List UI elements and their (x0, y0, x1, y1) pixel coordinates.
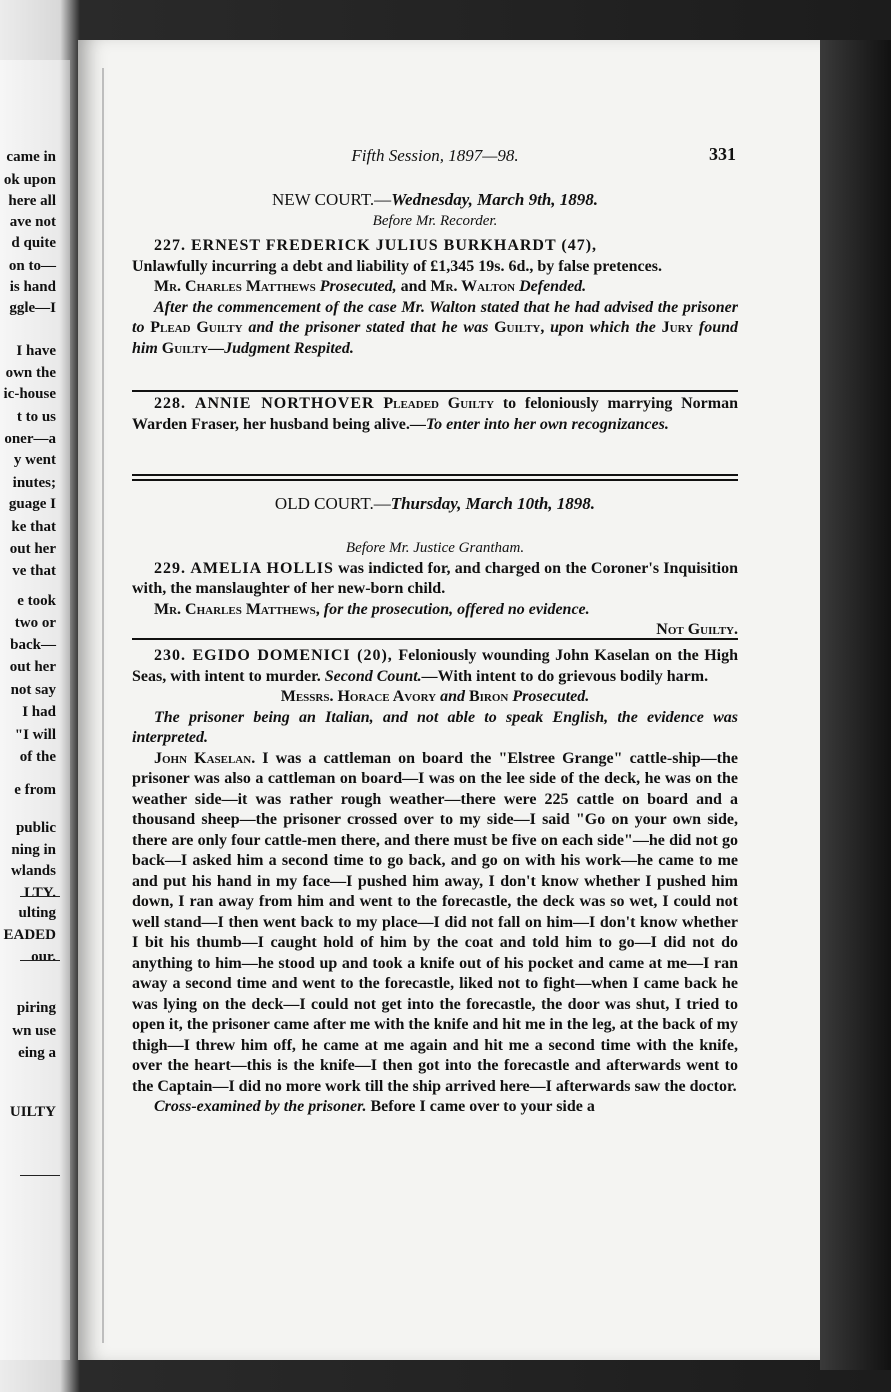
left-page-fragment: EADED (3, 927, 56, 943)
case-charge: Unlawfully incurring a debt and liability of £1,345 19s. 6d., by false pretences. (132, 257, 662, 275)
running-head: Fifth Session, 1897—98. (351, 146, 519, 165)
left-page-fragment: piring (16, 1000, 56, 1016)
outcome-text: —Judgment Respited. (208, 339, 354, 357)
left-page-fragment: guage I (8, 496, 56, 512)
left-page-fragment: oner—a (4, 431, 56, 447)
left-page-fragment: ok upon (3, 172, 56, 188)
outcome-verdict: Guilty (161, 339, 209, 357)
left-page-fragment: our. (31, 949, 56, 965)
counsel-line (132, 277, 738, 298)
page-edge-shadow (820, 40, 891, 1370)
case-228 (132, 394, 738, 435)
left-page-fragment: of the (19, 749, 56, 765)
left-page-fragment: is hand (9, 279, 56, 295)
left-page-fragment: ic-house (3, 386, 56, 402)
left-page-fragment: on to— (8, 258, 56, 274)
counsel-join: and (400, 278, 427, 295)
left-page-fragment: ave not (9, 214, 56, 230)
before-line: Before Mr. Recorder. (372, 212, 498, 229)
testimony-text: I was a cattleman on board the "Elstree Grange" cattle-ship—the prisoner was also a cattleman on board—I was on the lee side of the deck, he was on the weather side—it was rather rough weather—there were 225 cattle on board and a thousand sheep—the prisoner crossed over to my side—I said "Go on your own side, there are only four cattle-men there, and there must be five on each side"—he did not go back—I asked him a second time to go back, and go on with his work—he came to me and put his hand in my face—I pushed him away, I don't know whether I pushed him down, I ran away from him and went to the forecastle, the deck was so wet, I could not well stand—I then went back to my place—I did not fall on him—I don't know whether I bit his thumb—I caught hold of him by the coat and told him to go—I did not do anything to him—he stood up and took a knife out of his pocket and came at me—I ran away a second time and went to the forecastle, liked not to fight—when I came back he was lying on the deck—I could not get into the forecastle, the door was shut, I tried to open it, the prisoner came after me with the knife and hit me in the leg, at the back of my thigh—I threw him off, he came at me again and hit me a second time with the knife, over the heart—this is the knife—I then got into the forecastle and afterwards went to the Captain—I did no more work till the ship arrived here—I afterwards saw the doctor. (132, 749, 739, 1095)
left-page-fragment: t to us (16, 409, 56, 425)
left-page-fragment: own the (5, 365, 56, 381)
witness-name: John Kaselan. (154, 749, 256, 767)
case-charge: Feloniously wounding John Kaselan on the High Seas, with intent to murder. (132, 647, 739, 685)
section-rule (132, 638, 738, 640)
counsel-name: Biron (468, 688, 509, 705)
counsel-line (132, 600, 738, 621)
left-page-fragment: ggle—I (9, 300, 56, 316)
left-page-fragment: out her (9, 541, 56, 557)
left-page-fragment: LTY. (24, 885, 56, 901)
counsel-note: for the prosecution, offered no evidence. (323, 600, 590, 618)
case-sentence: To enter into her own recognizances. (425, 415, 669, 433)
cross-text: Before I came over to your side a (370, 1098, 595, 1115)
case-title: 228. ANNIE NORTHOVER (154, 395, 375, 412)
left-page-fragment: d quite (11, 235, 56, 251)
left-page-fragment: wn use (12, 1023, 56, 1039)
left-page-fragment: "I will (14, 727, 56, 743)
outcome-text: and the prisoner stated that he was (248, 319, 489, 336)
counsel-name: Mr. Charles Matthews (154, 278, 316, 295)
counsel-name: Mr. Charles Matthews, (154, 600, 320, 618)
before-line: Before Mr. Justice Grantham. (345, 540, 525, 556)
case-229 (132, 538, 738, 641)
case-text (132, 394, 738, 435)
left-page-fragment: ke that (11, 519, 56, 535)
outcome-text: found him (132, 319, 739, 357)
left-page-fragment: not say (10, 682, 56, 698)
left-page-fragment: UILTY (9, 1104, 56, 1120)
left-page-fragment: two or (14, 615, 56, 631)
testimony (132, 749, 738, 1098)
left-page-rule (20, 960, 60, 961)
outcome-jury: Jury (661, 319, 694, 336)
case-plea: Pleaded Guilty (383, 395, 495, 412)
case-body: to feloniously marrying Norman Warden Fraser, her husband being alive.— (132, 395, 739, 433)
court-date: Wednesday, March 9th, 1898. (391, 190, 599, 209)
section-rule (132, 390, 738, 392)
case-outcome (132, 298, 738, 360)
left-page-fragment: wlands (10, 863, 56, 879)
left-page-fragment: public (15, 820, 56, 836)
second-count: Second Count.— (324, 667, 438, 685)
outcome-text: After the commencement of the case Mr. Walton stated that he had advised the prisoner to (132, 298, 738, 336)
court-name: OLD COURT.— (274, 494, 391, 513)
interpreter-note: The prisoner being an Italian, and not able to speak English, the evidence was interpreted. (132, 708, 738, 746)
left-page-fragment: back— (10, 637, 56, 653)
case-title: 229. AMELIA HOLLIS (154, 559, 334, 577)
left-page-fragment: eing a (18, 1045, 56, 1061)
left-page-fragment: I had (22, 704, 56, 720)
case-text (132, 646, 738, 687)
second-count-text: With intent to do grievous bodily harm. (437, 667, 709, 685)
case-230 (132, 646, 738, 1118)
counsel-join: and (440, 688, 465, 705)
verdict: Not Guilty. (656, 621, 738, 638)
left-page-fragment: ning in (11, 842, 56, 858)
counsel-role: Defended. (519, 278, 587, 295)
left-page-fragment: here all (8, 193, 56, 209)
left-page-fragment: ulting (18, 905, 56, 921)
outcome-verdict: Guilty, (494, 319, 545, 336)
counsel-line (132, 687, 738, 708)
counsel-name: Mr. Walton (430, 278, 516, 295)
case-title: 230. EGIDO DOMENICI (20), (154, 647, 393, 664)
old-court-section (132, 494, 738, 515)
cross-examination (132, 1097, 738, 1118)
counsel-role: Prosecuted. (512, 688, 590, 705)
left-page-rule (20, 896, 60, 897)
double-rule (132, 474, 738, 481)
case-text (132, 559, 738, 600)
left-page-edge (0, 60, 70, 1360)
counsel-role: Prosecuted, (319, 278, 397, 295)
left-page-fragment: e took (17, 593, 56, 609)
outcome-plea: Plead Guilty (150, 319, 243, 336)
left-page-fragment: e from (14, 782, 56, 798)
left-page-fragment: inutes; (12, 475, 56, 491)
page-number: 331 (709, 144, 736, 164)
court-name: NEW COURT.— (271, 190, 392, 209)
left-page-fragment: out her (9, 659, 56, 675)
counsel-name: Messrs. Horace Avory (280, 688, 437, 705)
cross-label: Cross-examined by the prisoner. (154, 1098, 367, 1115)
left-page-fragment: I have (16, 343, 56, 359)
left-page-fragment: ve that (12, 563, 56, 579)
case-title: 227. ERNEST FREDERICK JULIUS BURKHARDT (47), (154, 237, 598, 254)
case-227 (132, 236, 738, 359)
left-page-fragment: y went (13, 452, 56, 468)
case-body: was indicted for, and charged on the Coroner's Inquisition with, the manslaughter of her new-born child. (132, 559, 739, 597)
left-page-rule (20, 1175, 60, 1176)
court-heading (132, 190, 738, 211)
left-page-fragment: came in (6, 149, 56, 165)
outcome-text: upon which the (550, 319, 656, 336)
court-heading (132, 494, 738, 515)
court-date: Thursday, March 10th, 1898. (390, 494, 596, 513)
new-court-section (132, 190, 738, 231)
